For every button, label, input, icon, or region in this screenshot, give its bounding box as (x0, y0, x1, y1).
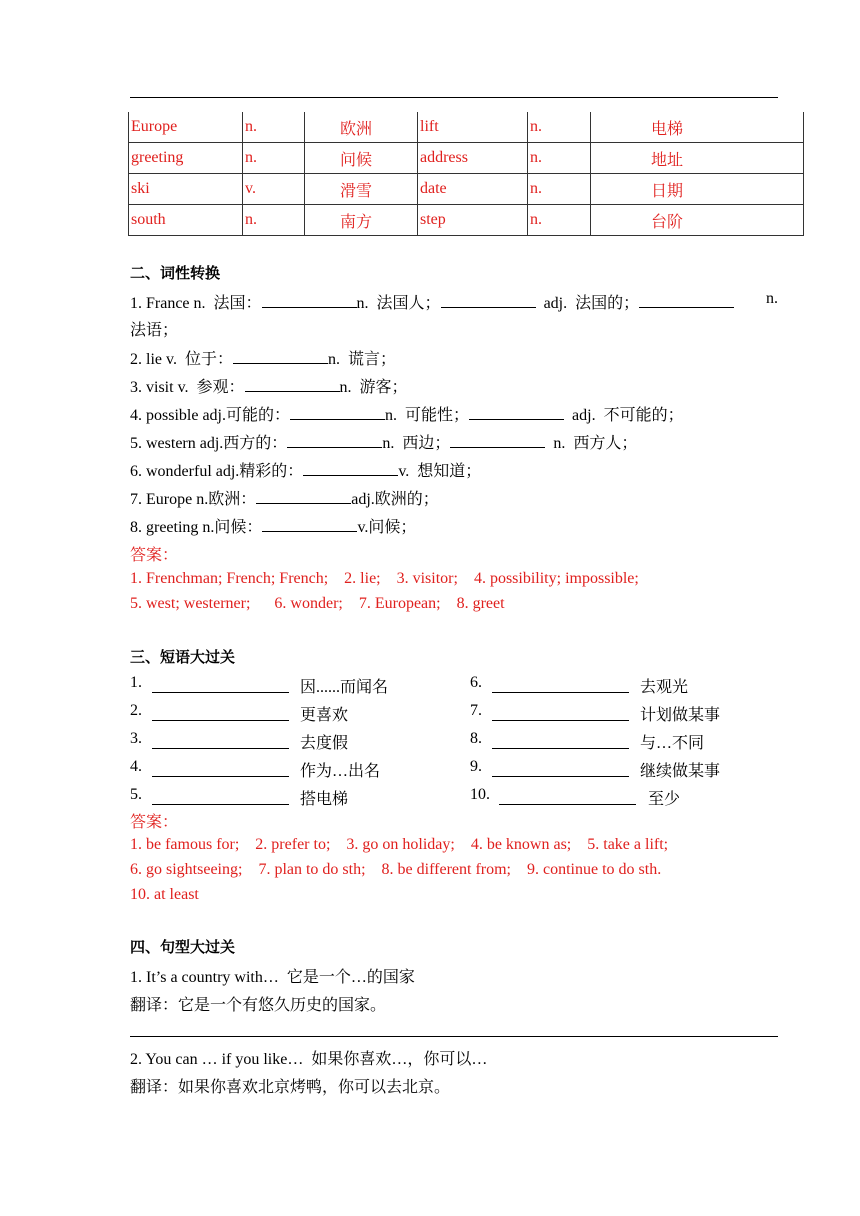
answer-blank[interactable] (290, 405, 385, 420)
top-divider (130, 97, 778, 98)
phrase-number: 7. (470, 702, 482, 719)
vocab-cell (243, 112, 305, 143)
phrase-answer-blank[interactable] (152, 678, 289, 693)
vocab-cell (129, 205, 243, 236)
vocab-cell-text: lift (420, 118, 439, 135)
prompt-text: 7. Europe n.欧洲： (130, 491, 257, 508)
answer-text: 5. west; westerner; 6. wonder; 7. European; 8. greet (130, 595, 505, 612)
vocab-cell-text: v. (245, 180, 256, 197)
phrase-meaning: 搭电梯 (300, 791, 349, 808)
vocab-cell (528, 205, 591, 236)
vocab-cell (591, 112, 804, 143)
vocab-cell-text: south (131, 211, 166, 228)
exercise-line-8 (130, 514, 416, 537)
prompt-text: n. 游客； (339, 379, 408, 396)
phrase-number: 5. (130, 786, 142, 803)
answer-blank[interactable] (469, 405, 564, 420)
vocab-cell-text: n. (530, 118, 542, 135)
vocab-cell (528, 112, 591, 143)
vocab-row (129, 143, 804, 174)
phrase-answer-blank[interactable] (152, 734, 289, 749)
vocab-cell (129, 112, 243, 143)
phrase-answer-blank[interactable] (492, 734, 629, 749)
answer-text: 6. go sightseeing; 7. plan to do sth; 8. be different from; 9. continue to do sth. (130, 861, 662, 878)
translation-prompt: 翻译：它是一个有悠久历史的国家。 (130, 997, 387, 1014)
phrase-meaning: 更喜欢 (300, 707, 349, 724)
phrase-meaning: 与…不同 (640, 735, 705, 752)
prompt-text: n. 西边； (382, 435, 451, 452)
vocab-cell (305, 174, 418, 205)
vocab-cell-text: n. (245, 149, 257, 166)
phrase-answer-blank[interactable] (492, 678, 629, 693)
vocab-cell-text: n. (530, 180, 542, 197)
vocab-cell (418, 174, 528, 205)
prompt-text: adj.欧洲的； (351, 491, 439, 508)
vocab-cell-text: 问候 (340, 151, 373, 169)
vocab-cell (129, 174, 243, 205)
prompt-text: n. 法国人； (356, 295, 441, 312)
exercise-line-4 (130, 402, 684, 425)
phrase-meaning: 继续做某事 (640, 763, 721, 780)
vocab-cell-text: greeting (131, 149, 184, 166)
vocab-cell (591, 174, 804, 205)
answer-blank[interactable] (233, 349, 328, 364)
phrase-answer-blank[interactable] (499, 790, 636, 805)
phrase-answer-blank[interactable] (152, 790, 289, 805)
page-divider (130, 1036, 778, 1037)
sentence-pattern: 1. It’s a country with… 它是一个…的国家 (130, 969, 415, 986)
vocab-cell-text: n. (245, 118, 257, 135)
phrase-answer-blank[interactable] (492, 706, 629, 721)
vocab-cell-text: 欧洲 (340, 120, 373, 138)
vocab-cell-text: 地址 (651, 151, 684, 169)
exercise-line-1-cont: 法语； (130, 322, 179, 339)
vocab-cell-text: n. (245, 211, 257, 228)
vocab-cell (418, 205, 528, 236)
phrase-number: 10. (470, 786, 490, 803)
prompt-text: 1. France n. 法国： (130, 295, 262, 312)
phrase-meaning: 至少 (648, 791, 681, 808)
vocab-row (129, 174, 804, 205)
vocab-cell-text: 日期 (651, 182, 684, 200)
vocab-cell-text: n. (530, 149, 542, 166)
vocab-cell (243, 174, 305, 205)
prompt-text: 6. wonderful adj.精彩的： (130, 463, 304, 480)
answer-blank[interactable] (245, 377, 340, 392)
exercise-line-3 (130, 374, 408, 397)
answer-blank[interactable] (287, 433, 382, 448)
vocab-cell-text: date (420, 180, 447, 197)
vocab-cell (305, 205, 418, 236)
answer-blank[interactable] (303, 461, 398, 476)
phrase-meaning: 去观光 (640, 679, 689, 696)
prompt-text: 8. greeting n.问候： (130, 519, 263, 536)
phrase-number: 2. (130, 702, 142, 719)
prompt-text: adj. 法国的； (535, 295, 640, 312)
vocab-cell (528, 143, 591, 174)
phrase-meaning: 计划做某事 (640, 707, 721, 724)
prompt-text: n. 西方人； (545, 435, 638, 452)
phrase-number: 9. (470, 758, 482, 775)
prompt-text: 2. lie v. 位于： (130, 351, 233, 368)
phrase-number: 8. (470, 730, 482, 747)
phrase-answer-blank[interactable] (152, 706, 289, 721)
vocab-cell (129, 143, 243, 174)
vocabulary-table (128, 112, 804, 236)
answer-blank[interactable] (262, 517, 357, 532)
answer-label: 答案： (130, 547, 179, 564)
vocab-row (129, 112, 804, 143)
vocab-cell (528, 174, 591, 205)
vocab-cell (243, 143, 305, 174)
vocab-cell-text: ski (131, 180, 150, 197)
answer-blank[interactable] (262, 293, 357, 308)
sentence-pattern: 2. You can … if you like… 如果你喜欢…，你可以… (130, 1051, 488, 1068)
exercise-line-5 (130, 430, 637, 453)
exercise-line-6 (130, 458, 481, 481)
vocab-cell (305, 112, 418, 143)
answer-text: 1. be famous for; 2. prefer to; 3. go on holiday; 4. be known as; 5. take a lift; (130, 836, 669, 853)
vocab-cell (591, 205, 804, 236)
phrase-answer-blank[interactable] (492, 762, 629, 777)
exercise-line-2 (130, 346, 396, 369)
phrase-meaning: 作为…出名 (300, 763, 381, 780)
prompt-text: 4. possible adj.可能的： (130, 407, 290, 424)
prompt-text: n. 谎言； (327, 351, 396, 368)
phrase-answer-blank[interactable] (152, 762, 289, 777)
vocab-cell (418, 143, 528, 174)
vocab-cell-text: Europe (131, 118, 178, 135)
translation-prompt: 翻译：如果你喜欢北京烤鸭，你可以去北京。 (130, 1079, 451, 1096)
phrase-meaning: 因......而闻名 (300, 679, 389, 696)
vocab-cell-text: n. (530, 211, 542, 228)
prompt-text: n. (758, 290, 778, 307)
answer-blank[interactable] (441, 293, 536, 308)
vocab-cell-text: 滑雪 (340, 182, 373, 200)
phrase-number: 3. (130, 730, 142, 747)
section-2-title: 二、词性转换 (130, 264, 221, 282)
prompt-text: 5. western adj.西方的： (130, 435, 288, 452)
prompt-text: n. 可能性； (385, 407, 470, 424)
prompt-text: v. 想知道； (398, 463, 482, 480)
vocab-cell-text: 台阶 (651, 213, 684, 231)
vocab-cell (305, 143, 418, 174)
phrase-number: 6. (470, 674, 482, 691)
prompt-text: 3. visit v. 参观： (130, 379, 245, 396)
vocab-cell-text: 南方 (340, 213, 373, 231)
vocab-cell-text: step (420, 211, 446, 228)
phrase-meaning: 去度假 (300, 735, 349, 752)
section-3-title: 三、短语大过关 (130, 648, 236, 666)
phrase-number: 1. (130, 674, 142, 691)
answer-text: 1. Frenchman; French; French; 2. lie; 3. visitor; 4. possibility; impossible; (130, 570, 639, 587)
vocab-cell-text: 电梯 (651, 120, 684, 138)
phrase-number: 4. (130, 758, 142, 775)
vocab-cell-text: address (420, 149, 468, 166)
section-4-title: 四、句型大过关 (130, 938, 236, 956)
vocab-cell (418, 112, 528, 143)
answer-blank[interactable] (450, 433, 545, 448)
answer-label: 答案： (130, 814, 179, 831)
prompt-text: adj. 不可能的； (564, 407, 684, 424)
prompt-text: v.问候； (357, 519, 417, 536)
exercise-line-7 (130, 486, 439, 509)
vocab-cell (591, 143, 804, 174)
answer-blank[interactable] (639, 293, 734, 308)
answer-text: 10. at least (130, 886, 199, 903)
exercise-line-1 (130, 290, 778, 313)
vocab-row (129, 205, 804, 236)
answer-blank[interactable] (256, 489, 351, 504)
vocab-cell (243, 205, 305, 236)
